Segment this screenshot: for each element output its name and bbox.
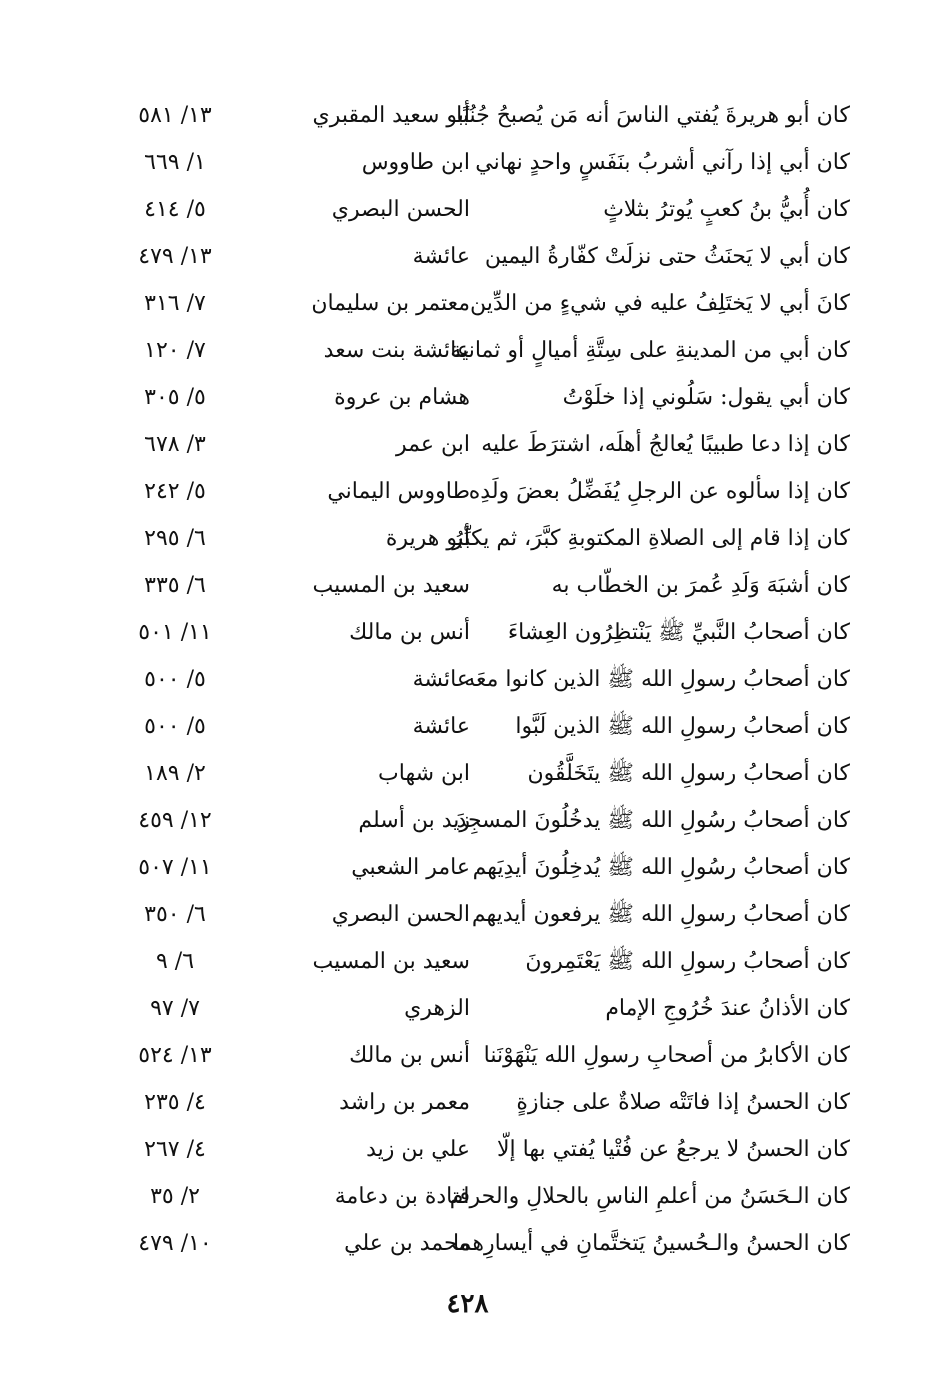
narrator-name: أنس بن مالك [349, 620, 470, 645]
hadith-text: كان أصحابُ رسولِ الله ﷺ يتَخَلَّقُون [527, 761, 850, 786]
hadith-text: كان أصحابُ رسُولِ الله ﷺ يدخُلُونَ المسجِدَ [456, 808, 850, 833]
hadith-text: كان أُبيُّ بنُ كعبٍ يُوترُ بثلاثٍ [603, 197, 850, 222]
hadith-text: كان أصحابُ رسولِ الله ﷺ الذين كانوا معَه [464, 667, 850, 692]
index-entry [0, 1034, 935, 1081]
index-entry [0, 799, 935, 846]
hadith-text: كان أبي من المدينةِ على سِتَّةِ أميالٍ أو ثمانية [450, 338, 850, 363]
volume-page-reference: ١١/ ٥٠٧ [138, 855, 212, 880]
index-entry [0, 470, 935, 517]
hadith-text: كان أبي لا يَحنَثُ حتى نزلَتْ كفّارةُ اليمين [484, 244, 850, 269]
index-entry [0, 329, 935, 376]
hadith-text: كان إذا سألوه عن الرجلِ يُفَضِّلُ بعضَ ولَدِه [468, 479, 850, 504]
narrator-name: عائشة [412, 244, 470, 269]
hadith-text: كان الـحَسَنُ من أعلمِ الناسِ بالحلالِ والحرام [449, 1184, 850, 1209]
index-entry [0, 376, 935, 423]
volume-page-reference: ١٢/ ٤٥٩ [138, 808, 212, 833]
narrator-name: معتمر بن سليمان [311, 291, 470, 316]
volume-page-reference: ٥/ ٤١٤ [144, 197, 206, 222]
index-entry [0, 752, 935, 799]
volume-page-reference: ١١/ ٥٠١ [138, 620, 212, 645]
index-entry [0, 893, 935, 940]
narrator-name: ابن شهاب [378, 761, 470, 786]
volume-page-reference: ١٣/ ٤٧٩ [138, 244, 212, 269]
hadith-text: كان الأذانُ عندَ خُرُوجِ الإمام [605, 996, 850, 1021]
hadith-text: كان الحسنُ والـحُسينُ يَتختَّمانِ في أيسارِهما [452, 1231, 850, 1256]
index-entry [0, 423, 935, 470]
hadith-text: كان أصحابُ رسولِ الله ﷺ الذين لَبَّوا [515, 714, 850, 739]
hadith-text: كان أبو هريرةَ يُفتي الناسَ أنه مَن يُصبحُ جُنُبًا [456, 103, 850, 128]
hadith-text: كانَ أبي لا يَختَلِفُ عليه في شيءٍ من الدِّين [470, 291, 850, 316]
hadith-text: كان أصحابُ رسولِ الله ﷺ يَعْتَمِرونَ [525, 949, 850, 974]
hadith-text: كان أصحابُ النَّبيِّ ﷺ يَنْتظِرُون العِشاءَ [507, 620, 850, 645]
index-entry [0, 1081, 935, 1128]
narrator-name: الحسن البصري [331, 902, 470, 927]
volume-page-reference: ٥/ ٣٠٥ [144, 385, 206, 410]
hadith-text: كان إذا قام إلى الصلاةِ المكتوبةِ كبَّرَ، ثم يكبِّرُ [452, 526, 850, 551]
index-entry [0, 940, 935, 987]
index-entry [0, 1128, 935, 1175]
volume-page-reference: ٤/ ٢٦٧ [144, 1137, 206, 1162]
narrator-name: معمر بن راشد [339, 1090, 470, 1115]
hadith-text: كان الحسنُ لا يرجعُ عن فُتْيا يُفتي بها إلّا [496, 1137, 850, 1162]
hadith-text: كان أبي يقول: سَلُوني إذا خلَوْتُ [562, 385, 850, 410]
index-entry [0, 282, 935, 329]
narrator-name: أنس بن مالك [349, 1043, 470, 1068]
volume-page-reference: ١٠/ ٤٧٩ [138, 1231, 212, 1256]
hadith-text: كان أبي إذا رآني أشربُ بنَفَسٍ واحدٍ نهاني [475, 150, 850, 175]
hadith-text: كان أصحابُ رسُولِ الله ﷺ يُدخِلُونَ أيدِيَهم [472, 855, 850, 880]
index-entry [0, 658, 935, 705]
hadith-text: كان الأكابرُ من أصحابِ رسولِ الله يَنْهَوْنَنا [483, 1043, 850, 1068]
narrator-name: ابن عمر [396, 432, 470, 457]
narrator-name: أبو سعيد المقبري [312, 103, 470, 128]
index-entry [0, 1222, 935, 1269]
hadith-text: كان أشبَهَ وَلَدِ عُمرَ بن الخطّاب به [551, 573, 850, 598]
volume-page-reference: ٢/ ١٨٩ [144, 761, 206, 786]
index-entry [0, 188, 935, 235]
volume-page-reference: ٧/ ٩٧ [150, 996, 200, 1021]
volume-page-reference: ١/ ٦٦٩ [144, 150, 206, 175]
volume-page-reference: ١٣/ ٥٢٤ [138, 1043, 212, 1068]
narrator-name: ابن طاووس [361, 150, 470, 175]
narrator-name: سعيد بن المسيب [312, 949, 470, 974]
index-entry [0, 564, 935, 611]
hadith-text: كان إذا دعا طبيبًا يُعالجُ أهلَه، اشترَطَ عليه [481, 432, 850, 457]
index-entry [0, 141, 935, 188]
narrator-name: قتادة بن دعامة [334, 1184, 470, 1209]
index-entry [0, 987, 935, 1034]
index-entry [0, 235, 935, 282]
volume-page-reference: ٧/ ١٢٠ [144, 338, 206, 363]
volume-page-reference: ٥/ ٥٠٠ [144, 667, 206, 692]
narrator-name: عائشة [412, 714, 470, 739]
volume-page-reference: ٥/ ٢٤٢ [144, 479, 206, 504]
narrator-name: هشام بن عروة [334, 385, 470, 410]
narrator-name: محمد بن علي [344, 1231, 470, 1256]
page-number: ٤٢٨ [446, 1289, 489, 1319]
narrator-name: عامر الشعبي [351, 855, 470, 880]
index-entry [0, 611, 935, 658]
volume-page-reference: ٥/ ٥٠٠ [144, 714, 206, 739]
narrator-name: عائشة [412, 667, 470, 692]
narrator-name: علي بن زيد [366, 1137, 470, 1162]
narrator-name: الزهري [404, 996, 470, 1021]
index-entry [0, 517, 935, 564]
volume-page-reference: ٤/ ٢٣٥ [144, 1090, 206, 1115]
hadith-text: كان أصحابُ رسولِ الله ﷺ يرفعون أيديهم [471, 902, 850, 927]
index-entry [0, 705, 935, 752]
narrator-name: عائشة بنت سعد [323, 338, 470, 363]
volume-page-reference: ٣/ ٦٧٨ [144, 432, 206, 457]
narrator-name: الحسن البصري [331, 197, 470, 222]
hadith-index-list [0, 94, 935, 1269]
volume-page-reference: ٢/ ٣٥ [150, 1184, 200, 1209]
index-entry [0, 94, 935, 141]
volume-page-reference: ٦/ ٣٥٠ [144, 902, 206, 927]
volume-page-reference: ١٣/ ٥٨١ [138, 103, 212, 128]
narrator-name: زيد بن أسلم [358, 808, 470, 833]
index-entry [0, 846, 935, 893]
index-entry [0, 1175, 935, 1222]
volume-page-reference: ٦/ ٣٣٥ [144, 573, 206, 598]
volume-page-reference: ٦/ ٩ [155, 949, 195, 974]
narrator-name: سعيد بن المسيب [312, 573, 470, 598]
hadith-text: كان الحسنُ إذا فاتَتْه صلاةٌ على جنازةٍ [516, 1090, 850, 1115]
volume-page-reference: ٦/ ٢٩٥ [144, 526, 206, 551]
narrator-name: أبو هريرة [385, 526, 470, 551]
narrator-name: طاووس اليماني [327, 479, 470, 504]
volume-page-reference: ٧/ ٣١٦ [144, 291, 206, 316]
